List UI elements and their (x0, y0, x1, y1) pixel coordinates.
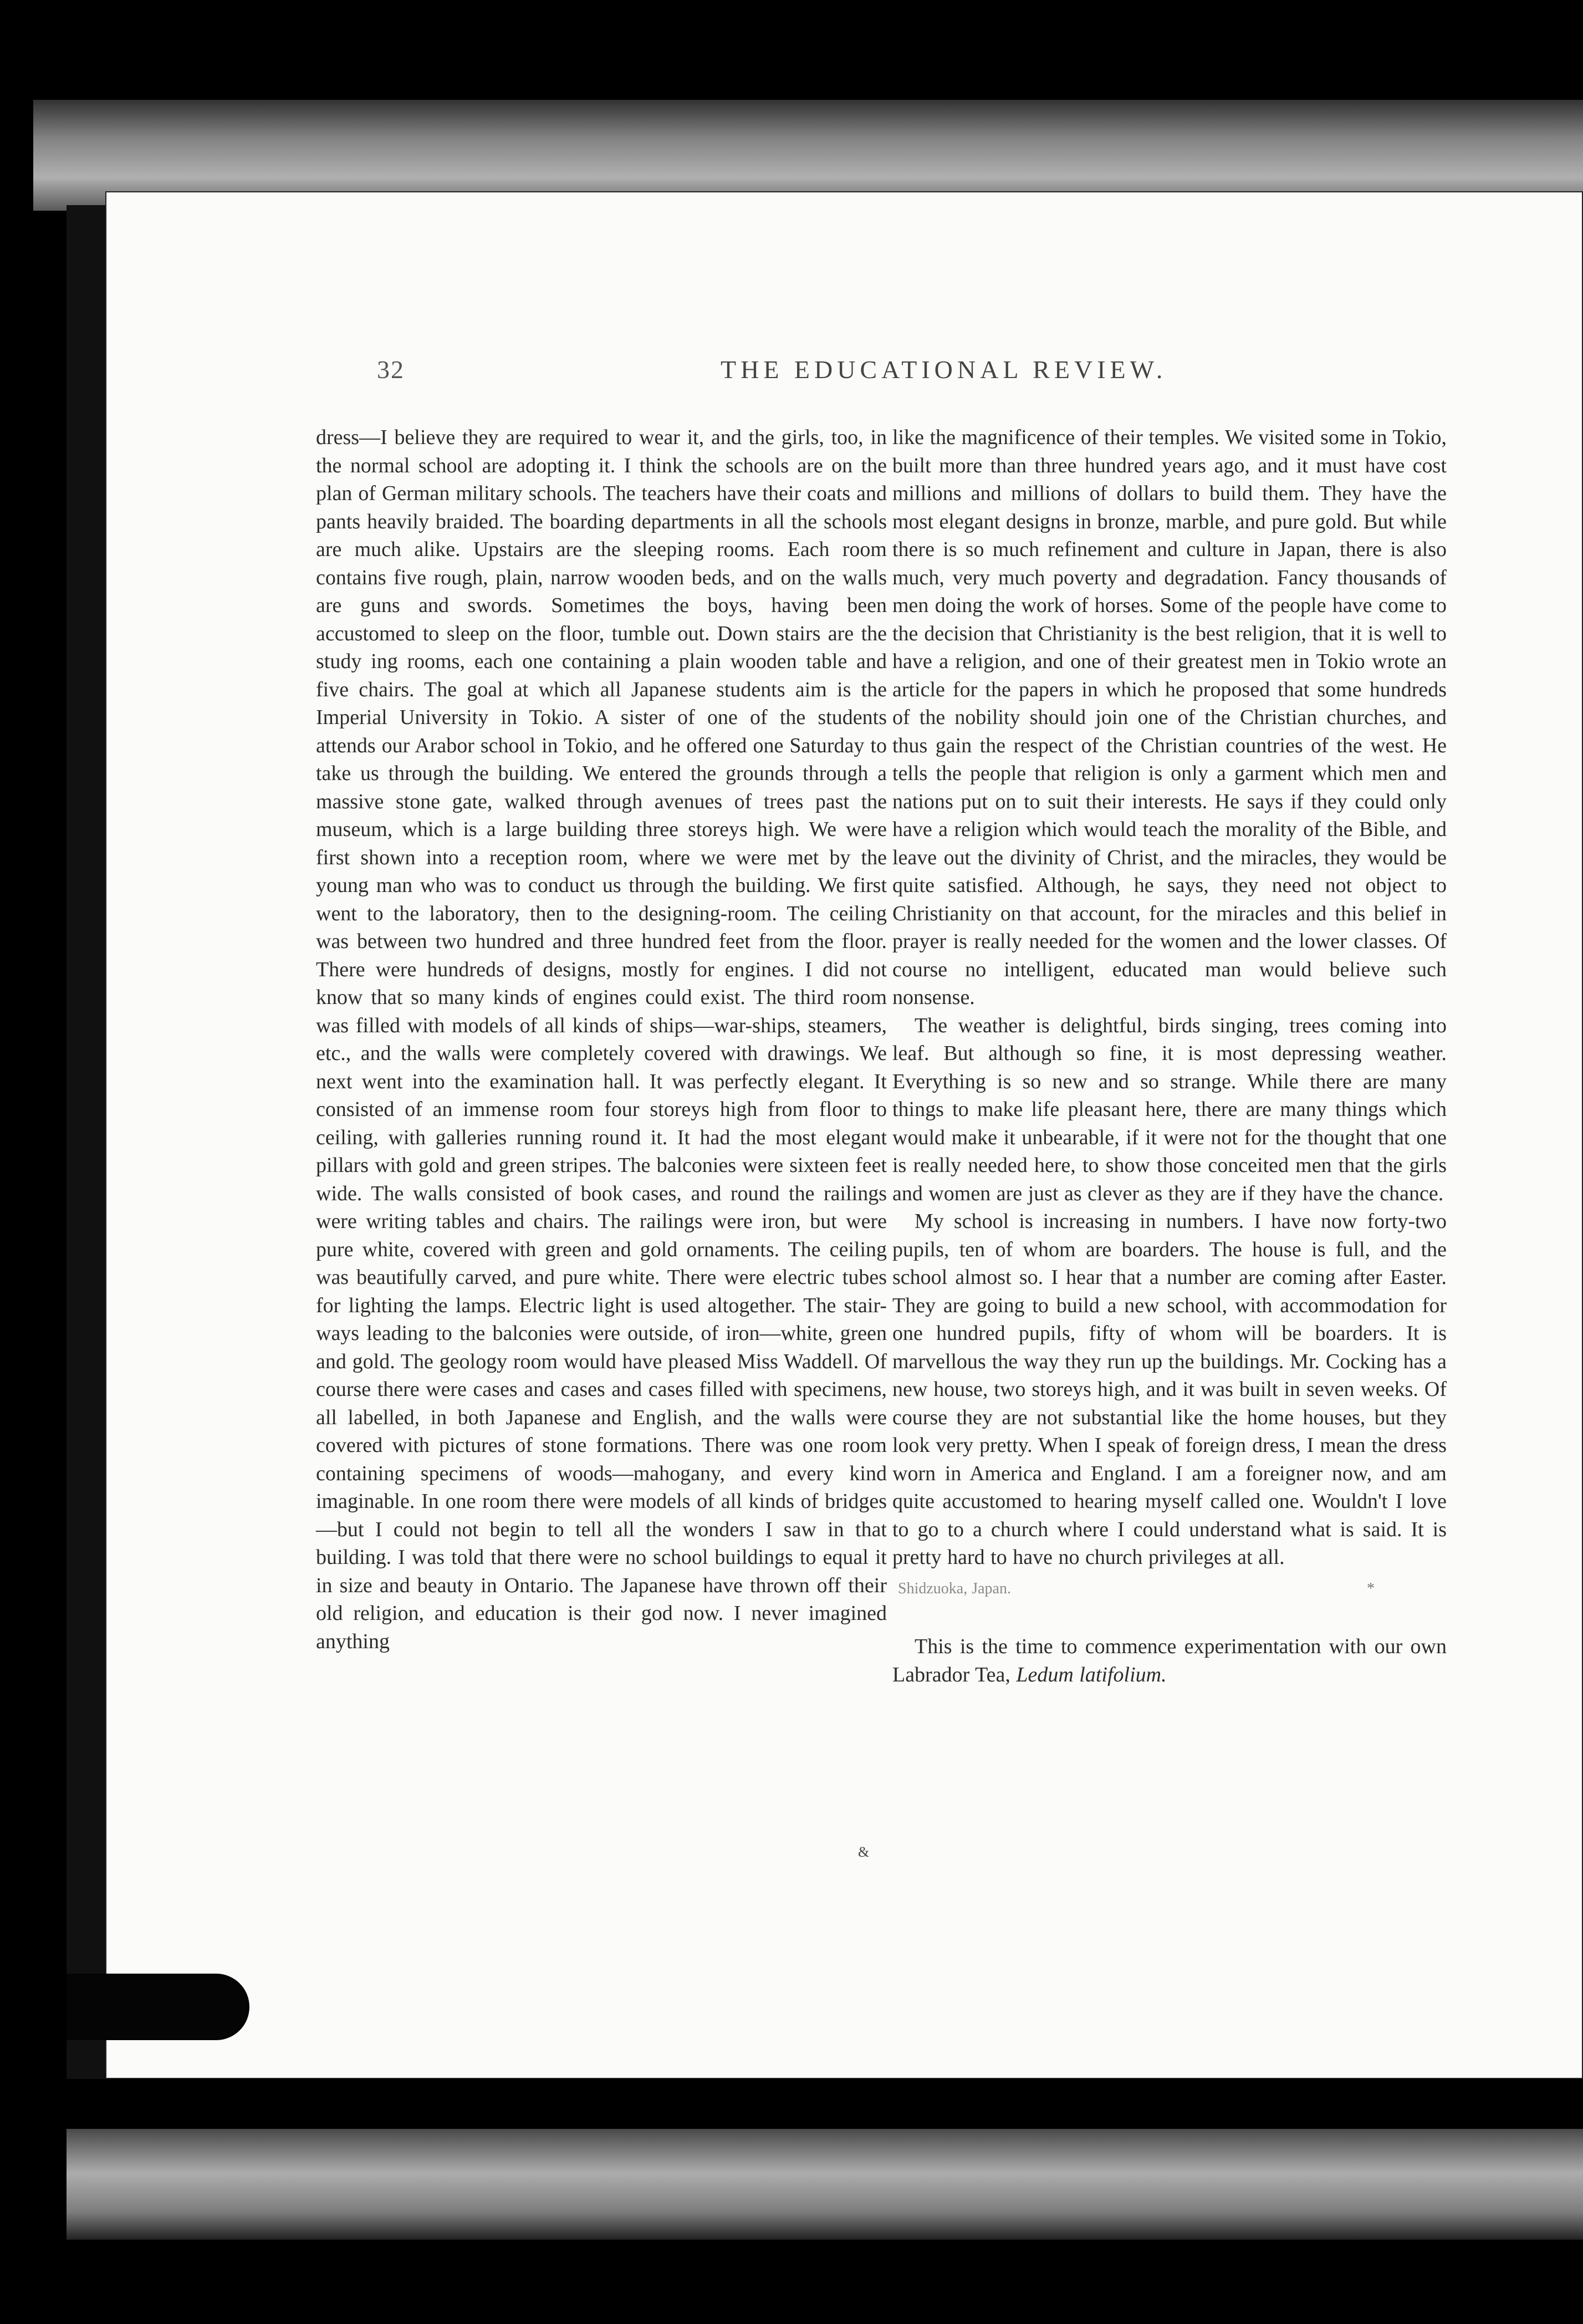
left-column (316, 424, 887, 1655)
letter-dateline: Shidzuoka, Japan. (898, 1579, 1011, 1597)
right-paragraph-2: The weather is delightful, birds singing, trees coming into leaf. But although so fine, it is most depressing weather. Everything is so new and so strange. While there are many things to make life pleasant here, there are many things which would make it unbearable, if it were not for the thought that one is really needed here, to show those conceited men that the girls and women are just as clever as they are if they have the chance. (892, 1013, 1447, 1205)
right-paragraph-1: like the magnificence of their temples. We visited some in Tokio, built more than three hundred years ago, and it must have cost millions and millions of dollars to build them. They have the most elegant designs in bronze, marble, and pure gold. But while there is so much refinement and culture in Japan, there is also much, very much poverty and degradation. Fancy thousands of men doing the work of horses. Some of the people have come to the decision that Christianity is the best religion, that it is well to have a religion, and one of their greatest men in Tokio wrote an article for the papers in which he proposed that some hundreds of the nobility should join one of the Christian churches, and thus gain the respect of the Christian countries of the west. He tells the people that religion is only a garment which men and nations put on to suit their interests. He says if they could only have a religion which would teach the morality of the Bible, and leave out the divinity of Christ, and the miracles, they would be quite satisfied. Although, he says, they need not object to Christianity on that account, for the miracles and this belief in prayer is really needed for the women and the lower classes. Of course no intelligent, educated man would believe such nonsense. (892, 426, 1447, 1009)
page-header (377, 355, 1463, 399)
left-column-text: dress—I believe they are required to wear it, and the girls, too, in the normal school are adopting it. I think the schools are on the plan of German military schools. The teachers have their coats and pants heavily braided. The boarding departments in all the schools are much alike. Upstairs are the sleeping rooms. Each room contains five rough, plain, narrow wooden beds, and on the walls are guns and swords. Sometimes the boys, having been accustomed to sleep on the floor, tumble out. Down stairs are the study ing rooms, each one containing a plain wooden table and five chairs. The goal at which all Japanese students aim is the Imperial University in Tokio. A sister of one of the students attends our Arabor school in Tokio, and he offered one Saturday to take us through the building. We entered the grounds through a massive stone gate, walked through avenues of trees past the museum, which is a large building three storeys high. We were first shown into a reception room, where we were met by the young man who was to conduct us through the building. We first went to the laboratory, then to the designing-room. The ceiling was between two hundred and three hundred feet from the floor. There were hundreds of designs, mostly for engines. I did not know that so many kinds of engines could exist. The third room was filled with models of all kinds of ships—war-ships, steamers, etc., and the walls were completely covered with drawings. We next went into the examination hall. It was perfectly elegant. It consisted of an immense room four storeys high from floor to ceiling, with galleries running round it. It had the most elegant pillars with gold and green stripes. The balconies were sixteen feet wide. The walls consisted of book cases, and round the railings were writing tables and chairs. The railings were iron, but were pure white, covered with green and gold ornaments. The ceiling was beautifully carved, and pure white. There were electric tubes for lighting the lamps. Electric light is used altogether. The stair-ways leading to the balconies were outside, of iron—white, green and gold. The geology room would have pleased Miss Waddell. Of course there were cases and cases and cases filled with specimens, all labelled, in both Japanese and English, and the walls were covered with pictures of stone formations. There was one room containing specimens of woods—mahogany, and every kind imaginable. In one room there were models of all kinds of bridges—but I could not begin to tell all the wonders I saw in that building. I was told that there were no school buildings to equal it in size and beauty in Ontario. The Japanese have thrown off their old religion, and education is their god now. I never imagined anything (316, 426, 887, 1653)
finger-shadow (67, 1974, 249, 2040)
right-paragraph-3: My school is increasing in numbers. I have now forty-two pupils, ten of whom are boarders. The house is full, and the school almost so. I hear that a number are coming after Easter. They are going to build a new school, with accommodation for one hundred pupils, fifty of whom will be boarders. It is marvellous the way they run up the buildings. Mr. Cocking has a new house, two storeys high, and it was built in seven weeks. Of course they are not substantial like the home houses, but they look very pretty. When I speak of foreign dress, I mean the dress worn in America and England. I am a foreigner now, and am quite accustomed to hearing myself called one. Wouldn't I love to go to a church where I could understand what is said. It is pretty hard to have no church privileges at all. (892, 1210, 1447, 1569)
ampersand-mark: & (858, 1844, 870, 1860)
running-head: THE EDUCATIONAL REVIEW. (721, 355, 1167, 384)
scan-left-shadow (67, 205, 105, 2079)
scan-bottom-edge (67, 2129, 1583, 2240)
page-number: 32 (377, 355, 405, 384)
species-name: Ledum latifolium. (1016, 1663, 1167, 1686)
labrador-tea-note-text: This is the time to commence experimentation with our own Labrador Tea, (892, 1635, 1447, 1686)
asterisk-mark: * (1367, 1579, 1375, 1597)
right-column (892, 424, 1447, 1689)
letter-dateline-row (892, 1575, 1375, 1603)
labrador-tea-note (892, 1633, 1447, 1689)
